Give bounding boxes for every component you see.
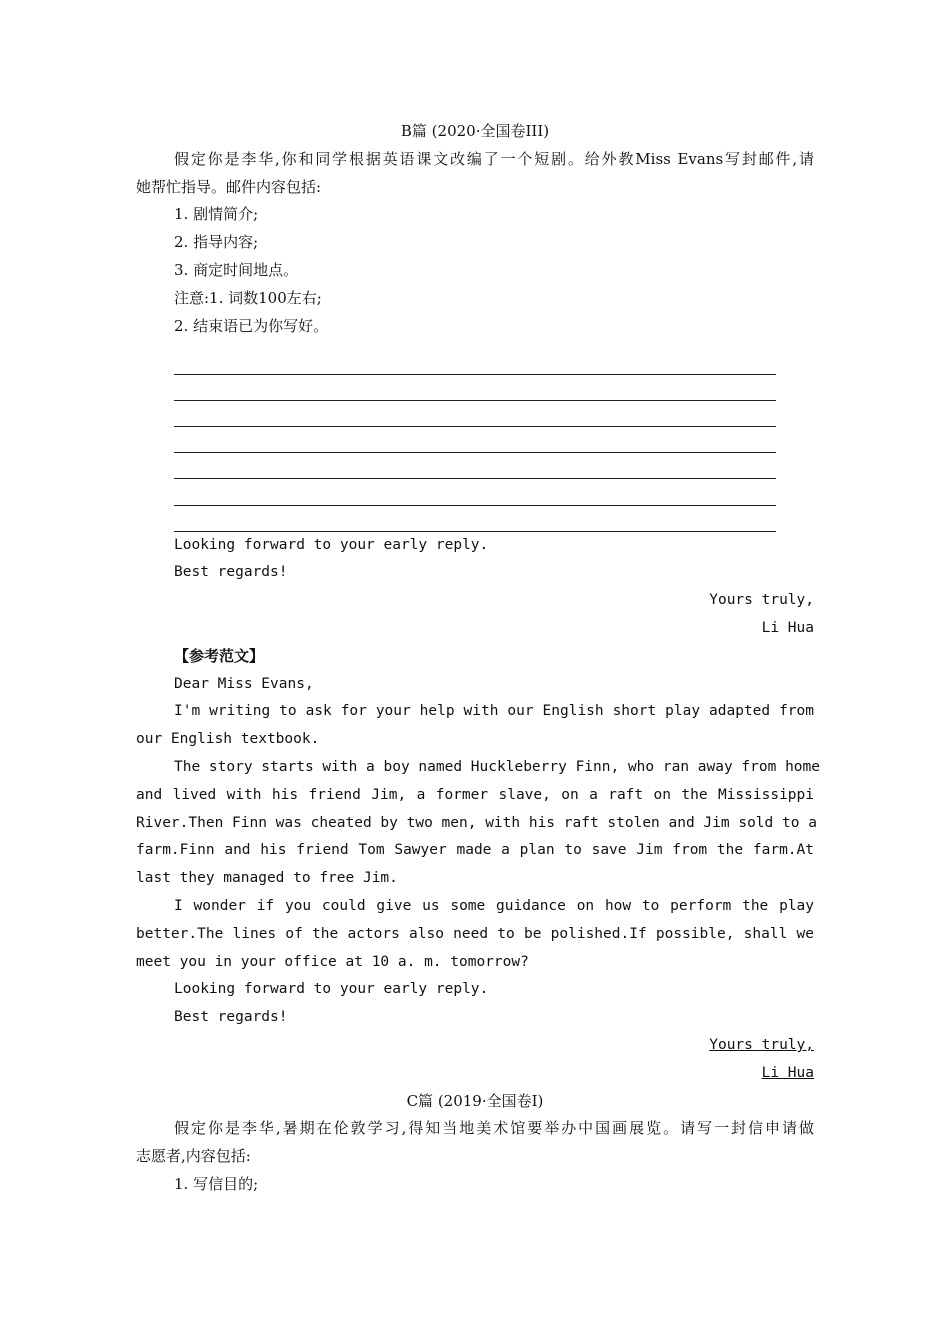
section-c-item-1: 1. 写信目的; <box>174 1175 259 1194</box>
sample-p1-line2: our English textbook. <box>136 731 320 748</box>
answer-line <box>174 506 776 532</box>
section-b-prompt-line1: 假定你是李华,你和同学根据英语课文改编了一个短剧。给外教Miss Evans写封邮件,请 <box>174 149 814 168</box>
section-c-title: C篇 (2019·全国卷Ⅰ) <box>406 1091 544 1110</box>
answer-line <box>174 427 776 453</box>
sample-p2-line1: The story starts with a boy named Huckleberry Finn, who ran away from home <box>174 759 821 776</box>
sample-p1-line1: I'm writing to ask for your help with our English short play adapted from <box>174 703 814 720</box>
section-b-note-1: 注意:1. 词数100左右; <box>174 288 322 307</box>
section-c-prompt-line1: 假定你是李华,暑期在伦敦学习,得知当地美术馆要举办中国画展览。请写一封信申请做 <box>174 1119 814 1138</box>
section-b-item-2: 2. 指导内容; <box>174 233 259 252</box>
section-c-prompt-line2: 志愿者,内容包括: <box>136 1147 251 1166</box>
sample-p3-line2: better.The lines of the actors also need to be polished.If possible, shall we <box>136 925 814 942</box>
sample-closing-2: Best regards! <box>174 1009 288 1026</box>
section-b-signature: Li Hua <box>761 620 814 637</box>
section-b-signoff: Yours truly, <box>709 592 814 609</box>
section-b-title: B篇 (2020·全国卷III) <box>400 122 550 140</box>
answer-line <box>174 401 776 427</box>
sample-p3-line3: meet you in your office at 10 a. m. tomorrow? <box>136 953 529 970</box>
answer-line <box>174 453 776 479</box>
answer-line <box>174 375 776 401</box>
section-b-item-3: 3. 商定时间地点。 <box>174 260 299 279</box>
section-b-closing-2: Best regards! <box>174 564 288 581</box>
sample-salutation: Dear Miss Evans, <box>174 675 314 692</box>
sample-p3-line1: I wonder if you could give us some guidance on how to perform the play <box>174 898 814 915</box>
sample-signoff: Yours truly, <box>709 1037 814 1054</box>
sample-p2-line4: farm.Finn and his friend Tom Sawyer made a plan to save Jim from the farm.At <box>136 842 814 859</box>
sample-p2-line3: River.Then Finn was cheated by two men, with his raft stolen and Jim sold to a <box>136 814 817 831</box>
answer-lines <box>174 340 776 531</box>
answer-line <box>174 479 776 505</box>
section-b-note-2: 2. 结束语已为你写好。 <box>174 316 329 335</box>
answer-line <box>174 348 776 374</box>
sample-closing-1: Looking forward to your early reply. <box>174 981 489 998</box>
sample-p2-line2: and lived with his friend Jim, a former slave, on a raft on the Mississippi <box>136 786 814 803</box>
document-page <box>136 118 821 1199</box>
sample-heading: 【参考范文】 <box>174 646 265 665</box>
section-b-prompt-line2: 她帮忙指导。邮件内容包括: <box>136 177 322 196</box>
sample-signature: Li Hua <box>761 1064 814 1081</box>
sample-p2-line5: last they managed to free Jim. <box>136 870 398 887</box>
section-b-closing-1: Looking forward to your early reply. <box>174 536 489 553</box>
section-b-item-1: 1. 剧情简介; <box>174 205 259 224</box>
